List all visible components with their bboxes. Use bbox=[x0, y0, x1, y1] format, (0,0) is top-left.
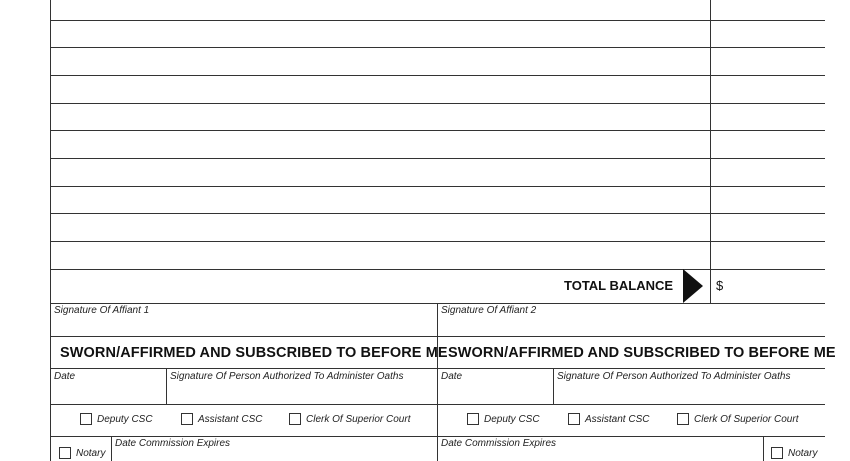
ledger-description-field[interactable] bbox=[51, 104, 709, 130]
date-divider-left bbox=[166, 368, 167, 404]
arrow-right-icon bbox=[683, 269, 703, 303]
right-official-signature-field[interactable] bbox=[555, 383, 825, 402]
form-left-border bbox=[50, 303, 51, 461]
affiant1-signature-field[interactable] bbox=[52, 317, 436, 335]
ledger-description-field[interactable] bbox=[51, 0, 709, 20]
ledger-amount-field[interactable] bbox=[711, 214, 825, 240]
ledger-amount-field[interactable] bbox=[711, 242, 825, 268]
checkbox-box[interactable] bbox=[80, 413, 92, 425]
notary-divider-right bbox=[763, 436, 764, 461]
row-divider bbox=[50, 269, 825, 270]
jurat-heading-right: SWORN/AFFIRMED AND SUBSCRIBED TO BEFORE ME bbox=[448, 345, 836, 361]
checkbox-box[interactable] bbox=[289, 413, 301, 425]
total-balance-label: TOTAL BALANCE bbox=[564, 278, 674, 293]
total-balance-field[interactable] bbox=[726, 272, 825, 302]
affiant1-signature-label: Signature Of Affiant 1 bbox=[54, 305, 150, 316]
row-divider bbox=[50, 404, 825, 405]
right-notary-checkbox[interactable]: Notary bbox=[771, 447, 817, 459]
checkbox-box[interactable] bbox=[771, 447, 783, 459]
ledger-description-field[interactable] bbox=[51, 131, 709, 157]
left-date-label: Date bbox=[54, 371, 76, 382]
left-commission-expires-field[interactable] bbox=[113, 449, 436, 461]
left-deputy-csc-checkbox[interactable]: Deputy CSC bbox=[80, 413, 153, 425]
ledger-description-field[interactable] bbox=[51, 48, 709, 74]
checkbox-box[interactable] bbox=[181, 413, 193, 425]
checkbox-box[interactable] bbox=[677, 413, 689, 425]
ledger-amount-field[interactable] bbox=[711, 159, 825, 185]
checkbox-box[interactable] bbox=[59, 447, 71, 459]
ledger-description-field[interactable] bbox=[51, 242, 709, 268]
affiant2-signature-label: Signature Of Affiant 2 bbox=[441, 305, 537, 316]
ledger-amount-field[interactable] bbox=[711, 21, 825, 47]
ledger-description-field[interactable] bbox=[51, 159, 709, 185]
ledger-amount-field[interactable] bbox=[711, 187, 825, 213]
left-commission-expires-label: Date Commission Expires bbox=[115, 438, 231, 449]
checkbox-box[interactable] bbox=[568, 413, 580, 425]
affiant2-signature-field[interactable] bbox=[439, 317, 825, 335]
left-date-field[interactable] bbox=[52, 383, 164, 402]
jurat-heading-left: SWORN/AFFIRMED AND SUBSCRIBED TO BEFORE ME bbox=[60, 345, 448, 361]
right-date-label: Date bbox=[441, 371, 463, 382]
ledger-description-field[interactable] bbox=[51, 187, 709, 213]
ledger-description-field[interactable] bbox=[51, 214, 709, 240]
left-clerk-superior-court-checkbox[interactable]: Clerk Of Superior Court bbox=[289, 413, 410, 425]
right-date-field[interactable] bbox=[439, 383, 551, 402]
right-deputy-csc-checkbox[interactable]: Deputy CSC bbox=[467, 413, 540, 425]
right-clerk-superior-court-checkbox[interactable]: Clerk Of Superior Court bbox=[677, 413, 798, 425]
right-official-signature-label: Signature Of Person Authorized To Administer Oaths bbox=[557, 371, 791, 382]
ledger-amount-field[interactable] bbox=[711, 48, 825, 74]
right-commission-expires-field[interactable] bbox=[439, 449, 761, 461]
right-assistant-csc-checkbox[interactable]: Assistant CSC bbox=[568, 413, 649, 425]
column-divider bbox=[437, 303, 438, 461]
row-divider bbox=[50, 336, 825, 337]
checkbox-box[interactable] bbox=[467, 413, 479, 425]
left-official-signature-field[interactable] bbox=[168, 383, 436, 402]
notary-divider-left bbox=[111, 436, 112, 461]
row-divider bbox=[50, 436, 825, 437]
currency-symbol: $ bbox=[716, 278, 724, 293]
left-notary-checkbox[interactable]: Notary bbox=[59, 447, 105, 459]
ledger-amount-field[interactable] bbox=[711, 0, 825, 20]
ledger-amount-field[interactable] bbox=[711, 131, 825, 157]
date-divider-right bbox=[553, 368, 554, 404]
left-assistant-csc-checkbox[interactable]: Assistant CSC bbox=[181, 413, 262, 425]
ledger-amount-field[interactable] bbox=[711, 76, 825, 102]
ledger-amount-field[interactable] bbox=[711, 104, 825, 130]
ledger-description-field[interactable] bbox=[51, 76, 709, 102]
ledger-description-field[interactable] bbox=[51, 21, 709, 47]
left-official-signature-label: Signature Of Person Authorized To Administer Oaths bbox=[170, 371, 404, 382]
right-commission-expires-label: Date Commission Expires bbox=[441, 438, 557, 449]
